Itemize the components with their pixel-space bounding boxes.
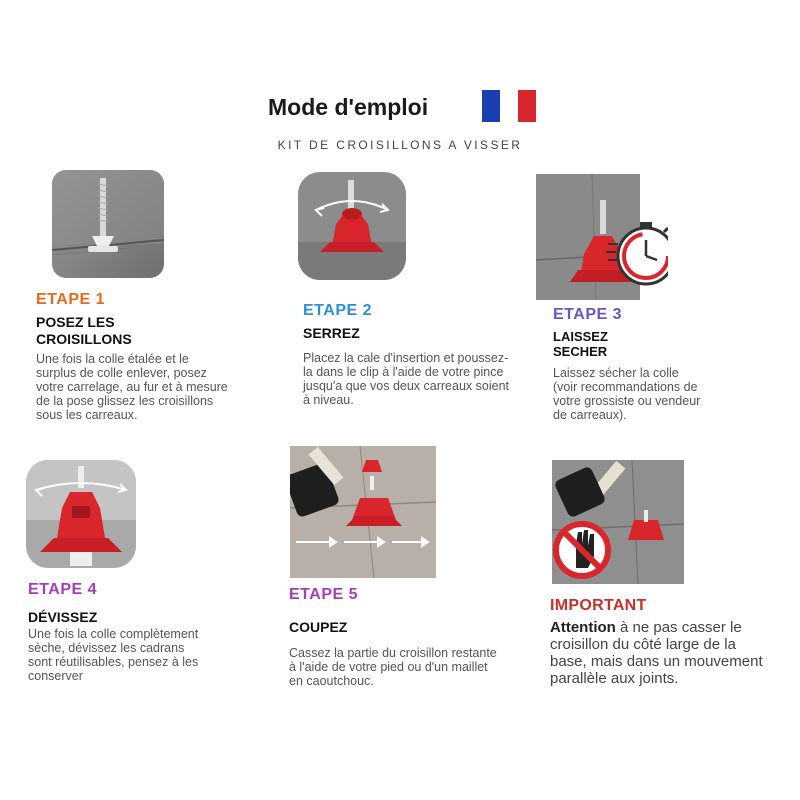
step5-heading: COUPEZ — [289, 619, 348, 635]
step2-text: Placez la cale d'insertion et poussez-la dans le clip à l'aide de votre pince jusqu'a que vos deux carreaux soient à niveau. — [303, 351, 509, 407]
important-body: à ne pas casser le croisillon du côté large de la base, mais dans un mouvement parallèle aux joints. — [550, 619, 763, 687]
france-flag-icon — [482, 90, 536, 122]
step4-text: Une fois la colle complètement sèche, dévissez les cadrans sont réutilisables, pensez à les conserver — [28, 627, 199, 683]
important-text — [550, 619, 770, 687]
page-title: Mode d'emploi — [268, 94, 429, 120]
important-lead: Attention — [550, 619, 616, 636]
step3-heading: LAISSEZ SECHER — [553, 329, 608, 359]
important-photo — [552, 460, 684, 584]
step4-photo — [26, 460, 136, 568]
step3-label: ETAPE 3 — [553, 306, 622, 323]
step1-photo — [52, 170, 164, 278]
step3-photo — [536, 174, 668, 300]
page-subtitle: KIT DE CROISILLONS A VISSER — [277, 138, 523, 152]
step4-label: ETAPE 4 — [28, 581, 97, 598]
step2-photo — [298, 172, 406, 280]
step5-photo — [290, 446, 436, 578]
step1-heading: POSEZ LES CROISILLONS — [36, 314, 132, 347]
step4-heading: DÉVISSEZ — [28, 609, 98, 625]
step2-label: ETAPE 2 — [303, 302, 372, 319]
important-label: IMPORTANT — [550, 597, 647, 614]
step5-label: ETAPE 5 — [289, 586, 358, 603]
step2-heading: SERREZ — [303, 325, 360, 341]
no-hand-icon — [554, 522, 610, 578]
step1-label: ETAPE 1 — [36, 291, 105, 308]
step1-text: Une fois la colle étalée et le surplus de colle enlever, posez votre carrelage, au fur et à mesure de la pose glissez les croisillons sous les carreaux. — [36, 352, 228, 422]
step5-text: Cassez la partie du croisillon restante à l'aide de votre pied ou d'un maillet en caoutchouc. — [289, 646, 497, 688]
step3-text: Laissez sécher la colle (voir recommandations de votre grossiste ou vendeur de carreaux). — [553, 366, 701, 422]
